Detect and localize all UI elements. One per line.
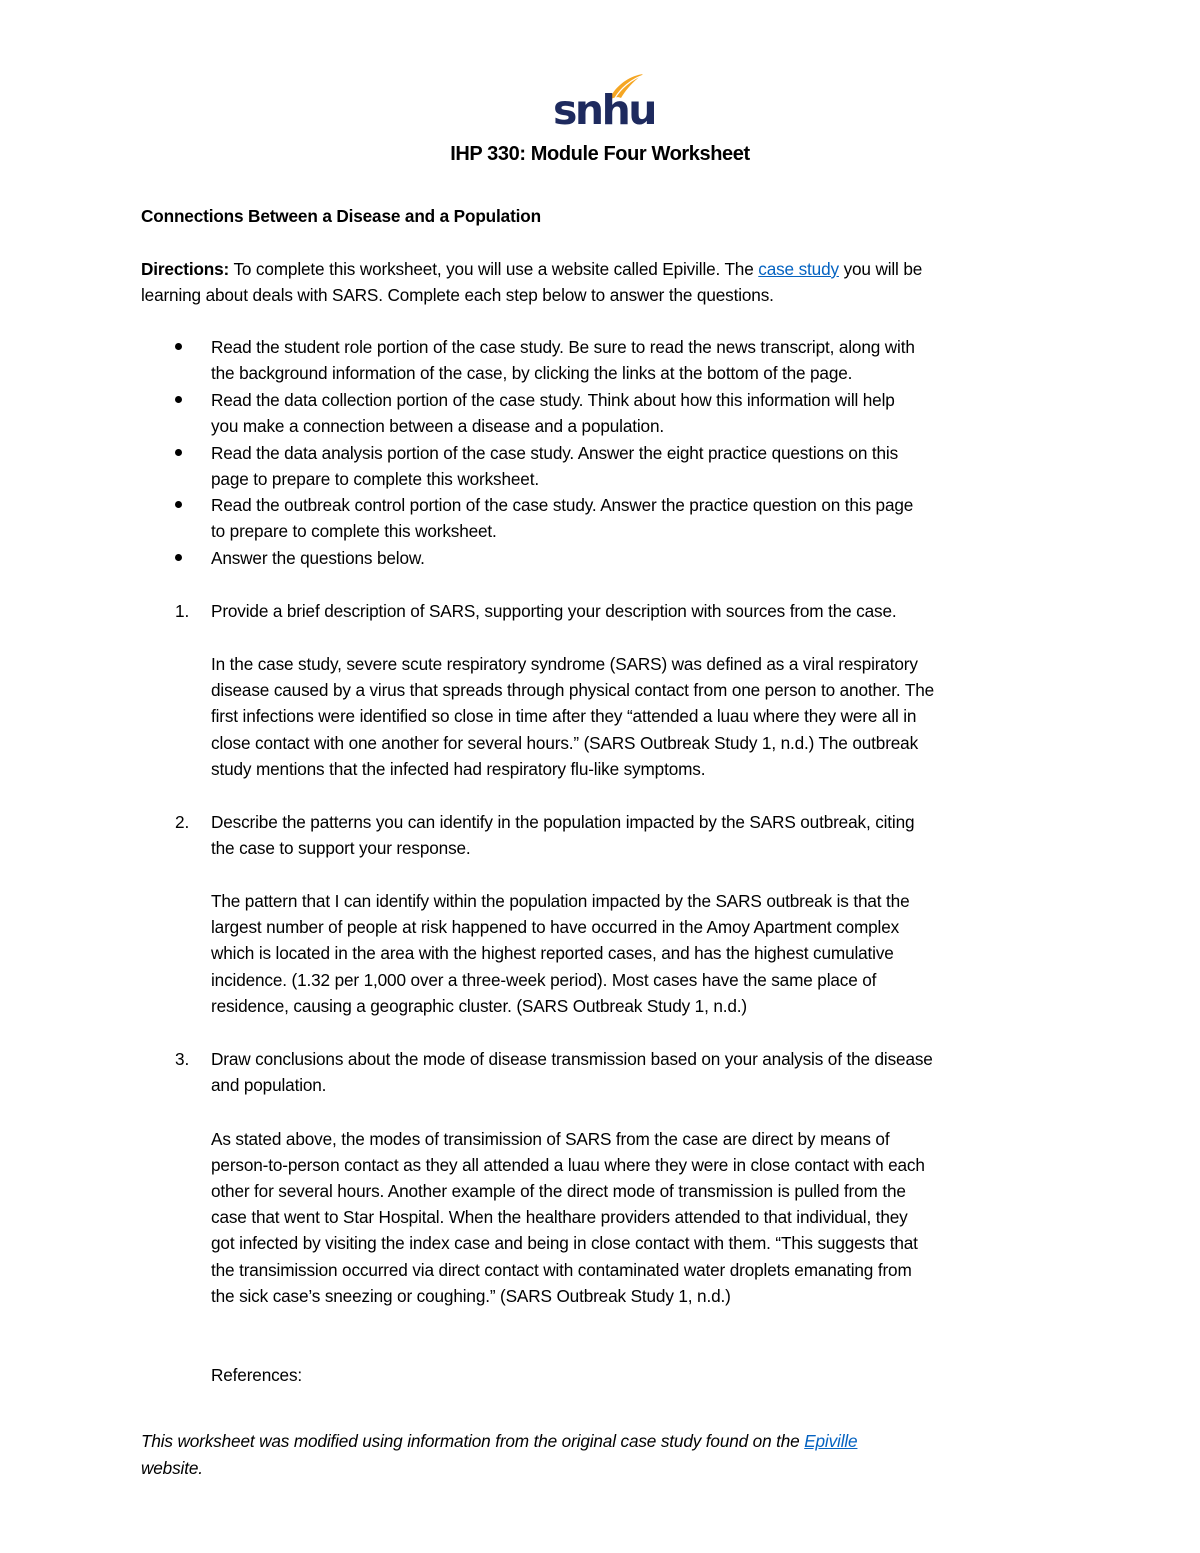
question-number: 3. [175, 1049, 190, 1069]
page-title: IHP 330: Module Four Worksheet [450, 143, 750, 165]
footer-note-line-1 [141, 1428, 857, 1454]
directions-label: Directions: [141, 259, 230, 279]
footer-note-line-2: website. [141, 1458, 203, 1478]
question-3-prompt: Draw conclusions about the mode of disease transmission based on your analysis of the disease [211, 1049, 933, 1069]
bullet-dot [175, 396, 182, 403]
logo-wordmark: snhu [553, 86, 655, 134]
question-number: 1. [175, 601, 190, 621]
bullet-4-line-1: Read the outbreak control portion of the case study. Answer the practice question on this page [211, 495, 914, 515]
references-label: References: [211, 1365, 303, 1385]
answer-1-line: In the case study, severe scute respiratory syndrome (SARS) was defined as a viral respiratory [211, 654, 918, 674]
snhu-logo [553, 72, 655, 134]
answer-1-line: close contact with one another for several hours.” (SARS Outbreak Study 1, n.d.) The outbreak [211, 733, 919, 753]
answer-1-line: study mentions that the infected had respiratory flu-like symptoms. [211, 759, 706, 779]
bullet-3-line-1: Read the data analysis portion of the case study. Answer the eight practice questions on this [211, 443, 899, 463]
answer-3-line: got infected by visiting the index case and being in close contact with them. “This suggests that [211, 1233, 918, 1253]
answer-3-line: person-to-person contact as they all attended a luau where they were in close contact with each [211, 1155, 925, 1175]
answer-1-line: disease caused by a virus that spreads through physical contact from one person to another. The [211, 680, 935, 700]
answer-3-line: As stated above, the modes of transimission of SARS from the case are direct by means of [211, 1129, 890, 1149]
section-heading: Connections Between a Disease and a Population [141, 206, 541, 226]
bullet-1-line-2: the background information of the case, by clicking the links at the bottom of the page. [211, 363, 853, 383]
bullet-dot [175, 554, 182, 561]
directions-line-2: learning about deals with SARS. Complete each step below to answer the questions. [141, 285, 774, 305]
bullet-1-line-1: Read the student role portion of the case study. Be sure to read the news transcript, along with [211, 337, 915, 357]
bullet-3-line-2: page to prepare to complete this worksheet. [211, 469, 539, 489]
question-number: 2. [175, 812, 190, 832]
directions-text-end: you will be [838, 259, 923, 279]
footer-text: This worksheet was modified using information from the original case study found on the [141, 1431, 805, 1451]
bullet-2-line-2: you make a connection between a disease and a population. [211, 416, 664, 436]
answer-2-line: incidence. (1.32 per 1,000 over a three-week period). Most cases have the same place of [211, 970, 877, 990]
epiville-link[interactable]: Epiville [804, 1431, 858, 1451]
bullet-5-line-1: Answer the questions below. [211, 548, 425, 568]
answer-3-line: the transimission occurred via direct contact with contaminated water droplets emanating from [211, 1260, 912, 1280]
directions-line-1 [141, 256, 922, 282]
answer-3-line: the sick case’s sneezing or coughing.” (SARS Outbreak Study 1, n.d.) [211, 1286, 731, 1306]
answer-2-line: largest number of people at risk happened to have occurred in the Amoy Apartment complex [211, 917, 900, 937]
bullet-dot [175, 449, 182, 456]
question-2-prompt: Describe the patterns you can identify in the population impacted by the SARS outbreak, citing [211, 812, 915, 832]
bullet-2-line-1: Read the data collection portion of the case study. Think about how this information will help [211, 390, 895, 410]
case-study-link[interactable]: case study [758, 259, 839, 279]
bullet-4-line-2: to prepare to complete this worksheet. [211, 521, 497, 541]
answer-3-line: case that went to Star Hospital. When the healthare providers attended to that individual, they [211, 1207, 908, 1227]
directions-text: To complete this worksheet, you will use a website called Epiville. The [229, 259, 759, 279]
bullet-dot [175, 343, 182, 350]
question-1-prompt: Provide a brief description of SARS, supporting your description with sources from the case. [211, 601, 897, 621]
question-3-prompt: and population. [211, 1075, 327, 1095]
answer-2-line: residence, causing a geographic cluster. (SARS Outbreak Study 1, n.d.) [211, 996, 747, 1016]
answer-3-line: other for several hours. Another example of the direct mode of transmission is pulled from the [211, 1181, 906, 1201]
question-2-prompt: the case to support your response. [211, 838, 471, 858]
answer-2-line: The pattern that I can identify within the population impacted by the SARS outbreak is that the [211, 891, 910, 911]
answer-2-line: which is located in the area with the highest reported cases, and has the highest cumulative [211, 943, 894, 963]
answer-1-line: first infections were identified so close in time after they “attended a luau where they were all in [211, 706, 917, 726]
bullet-dot [175, 501, 182, 508]
